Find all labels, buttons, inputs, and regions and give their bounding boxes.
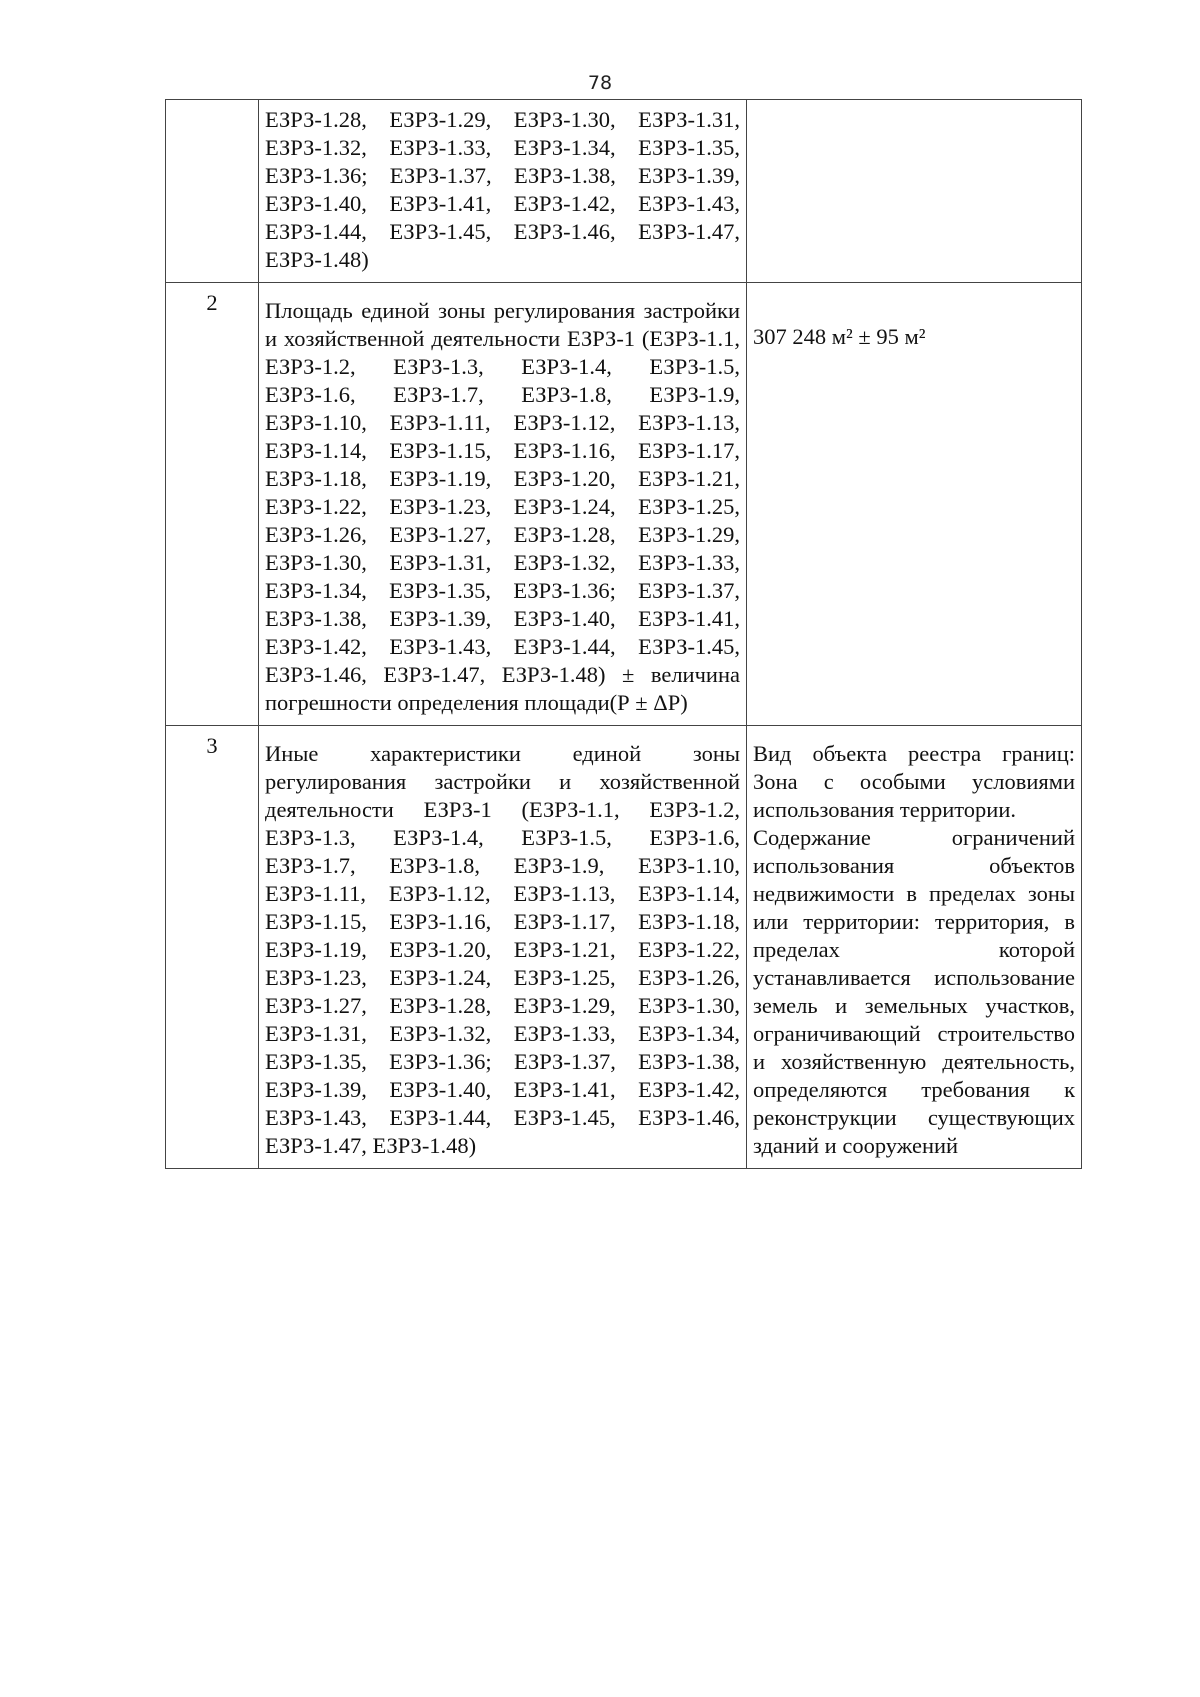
table-row — [166, 726, 1082, 1169]
characteristic-value-cell — [747, 726, 1082, 1169]
characteristics-table — [165, 99, 1082, 1169]
row-number-cell — [166, 100, 259, 283]
characteristic-value-cell — [747, 100, 1082, 283]
characteristic-name-cell: Площадь единой зоны регулирования застройки и хозяйственной деятельности ЕЗРЗ-1 (ЕЗРЗ-1.1, ЕЗРЗ-1.2, ЕЗРЗ-1.3, ЕЗРЗ-1.4, ЕЗРЗ-1.5, ЕЗРЗ-1.6, ЕЗРЗ-1.7, ЕЗРЗ-1.8, ЕЗРЗ-1.9, ЕЗРЗ-1.10, ЕЗРЗ-1.11, ЕЗРЗ-1.12, ЕЗРЗ-1.13, ЕЗРЗ-1.14, ЕЗРЗ-1.15, ЕЗРЗ-1.16, ЕЗРЗ-1.17, ЕЗРЗ-1.18, ЕЗРЗ-1.19, ЕЗРЗ-1.20, ЕЗРЗ-1.21, ЕЗРЗ-1.22, ЕЗРЗ-1.23, ЕЗРЗ-1.24, ЕЗРЗ-1.25, ЕЗРЗ-1.26, ЕЗРЗ-1.27, ЕЗРЗ-1.28, ЕЗРЗ-1.29, ЕЗРЗ-1.30, ЕЗРЗ-1.31, ЕЗРЗ-1.32, ЕЗРЗ-1.33, ЕЗРЗ-1.34, ЕЗРЗ-1.35, ЕЗРЗ-1.36; ЕЗРЗ-1.37, ЕЗРЗ-1.38, ЕЗРЗ-1.39, ЕЗРЗ-1.40, ЕЗРЗ-1.41, ЕЗРЗ-1.42, ЕЗРЗ-1.43, ЕЗРЗ-1.44, ЕЗРЗ-1.45, ЕЗРЗ-1.46, ЕЗРЗ-1.47, ЕЗРЗ-1.48) ± величина погрешности определения площади(Р ± ΔР) — [259, 283, 747, 726]
table-row — [166, 283, 1082, 726]
value-paragraph: Вид объекта реестра границ: Зона с особыми условиями использования территории. — [753, 741, 1075, 822]
value-paragraph: Содержание ограничений использования объектов недвижимости в пределах зоны или территории: территория, в пределах которой устанавливается использование земель и земельных участков, ограничивающий строительство и хозяйственную деятельность, определяются требования к реконструкции существующих зданий и сооружений — [753, 825, 1075, 1158]
row-number-cell: 3 — [166, 726, 259, 1169]
characteristic-name-cell: ЕЗРЗ-1.28, ЕЗРЗ-1.29, ЕЗРЗ-1.30, ЕЗРЗ-1.31, ЕЗРЗ-1.32, ЕЗРЗ-1.33, ЕЗРЗ-1.34, ЕЗРЗ-1.35, ЕЗРЗ-1.36; ЕЗРЗ-1.37, ЕЗРЗ-1.38, ЕЗРЗ-1.39, ЕЗРЗ-1.40, ЕЗРЗ-1.41, ЕЗРЗ-1.42, ЕЗРЗ-1.43, ЕЗРЗ-1.44, ЕЗРЗ-1.45, ЕЗРЗ-1.46, ЕЗРЗ-1.47, ЕЗРЗ-1.48) — [259, 100, 747, 283]
table-row — [166, 100, 1082, 283]
characteristic-value-cell: 307 248 м² ± 95 м² — [747, 283, 1082, 726]
row-number-cell: 2 — [166, 283, 259, 726]
characteristic-name-cell: Иные характеристики единой зоны регулирования застройки и хозяйственной деятельности ЕЗРЗ-1 (ЕЗРЗ-1.1, ЕЗРЗ-1.2, ЕЗРЗ-1.3, ЕЗРЗ-1.4, ЕЗРЗ-1.5, ЕЗРЗ-1.6, ЕЗРЗ-1.7, ЕЗРЗ-1.8, ЕЗРЗ-1.9, ЕЗРЗ-1.10, ЕЗРЗ-1.11, ЕЗРЗ-1.12, ЕЗРЗ-1.13, ЕЗРЗ-1.14, ЕЗРЗ-1.15, ЕЗРЗ-1.16, ЕЗРЗ-1.17, ЕЗРЗ-1.18, ЕЗРЗ-1.19, ЕЗРЗ-1.20, ЕЗРЗ-1.21, ЕЗРЗ-1.22, ЕЗРЗ-1.23, ЕЗРЗ-1.24, ЕЗРЗ-1.25, ЕЗРЗ-1.26, ЕЗРЗ-1.27, ЕЗРЗ-1.28, ЕЗРЗ-1.29, ЕЗРЗ-1.30, ЕЗРЗ-1.31, ЕЗРЗ-1.32, ЕЗРЗ-1.33, ЕЗРЗ-1.34, ЕЗРЗ-1.35, ЕЗРЗ-1.36; ЕЗРЗ-1.37, ЕЗРЗ-1.38, ЕЗРЗ-1.39, ЕЗРЗ-1.40, ЕЗРЗ-1.41, ЕЗРЗ-1.42, ЕЗРЗ-1.43, ЕЗРЗ-1.44, ЕЗРЗ-1.45, ЕЗРЗ-1.46, ЕЗРЗ-1.47, ЕЗРЗ-1.48) — [259, 726, 747, 1169]
page-number: 78 — [587, 72, 613, 94]
